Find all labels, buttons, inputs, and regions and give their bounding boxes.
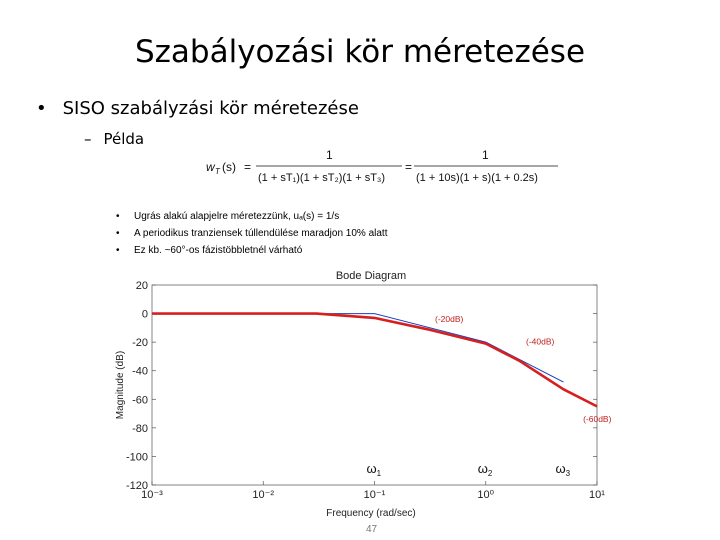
slope-annotation: (-40dB)	[525, 336, 555, 347]
note-item: • Ez kb. ~60°-os fázistöbbletnél várható	[116, 242, 388, 259]
x-tick-label: 10⁻³	[141, 489, 163, 501]
y-tick-label: -60	[132, 394, 148, 407]
omega-label: $\omega_1$	[366, 461, 382, 478]
plot-frame	[152, 285, 597, 485]
chart-title: Bode Diagram	[335, 270, 407, 282]
formula-numerator-2: 1	[482, 148, 489, 162]
formula-denominator-2: (1 + 10s)(1 + s)(1 + 0.2s)	[416, 172, 538, 184]
formula-equals: =	[244, 160, 252, 174]
x-tick-label: 10¹	[589, 489, 605, 501]
bullet-example-text: Példa	[103, 130, 145, 148]
slope-annotation: (-20dB)	[435, 313, 464, 324]
y-tick-label: 20	[135, 280, 148, 292]
formula-numerator-1: 1	[326, 148, 333, 162]
y-tick-label: -120	[125, 480, 148, 492]
y-tick-label: -40	[132, 365, 148, 378]
y-axis-label: Magnitude (dB)	[115, 350, 126, 420]
bullet-dot: •	[36, 98, 47, 119]
page-number: 47	[366, 524, 378, 535]
omega-label: $\omega_2$	[477, 461, 493, 478]
slope-annotation: (-60dB)	[583, 413, 612, 424]
omega-label: $\omega_3$	[555, 461, 571, 478]
y-tick-label: -100	[125, 451, 148, 464]
x-tick-label: 10⁻¹	[363, 489, 386, 501]
formula-lhs-sub: T	[215, 167, 220, 176]
formula-denominator-1: (1 + sT₁)(1 + sT₂)(1 + sT₃)	[258, 172, 386, 184]
bullet-siso-text: SISO szabályzási kör méretezése	[62, 98, 359, 119]
bullet-dash: –	[84, 130, 92, 148]
formula-lhs-arg: (s)	[222, 160, 236, 174]
note-item: • A periodikus tranziensek túllendülése maradjon 10% alatt	[116, 225, 388, 242]
x-tick-label: 10⁻²	[252, 489, 275, 501]
y-tick-label: 0	[141, 308, 148, 321]
x-axis-label: Frequency (rad/sec)	[326, 508, 416, 519]
note-item: • Ugrás alakú alapjelre méretezzünk, uₐ(s) = 1/s	[116, 208, 388, 225]
formula-equals-2: =	[405, 160, 413, 174]
formula-lhs: w	[206, 160, 215, 174]
x-tick-label: 10⁰	[477, 489, 495, 501]
y-tick-label: -20	[132, 337, 148, 350]
y-tick-label: -80	[132, 422, 148, 435]
slide-title: Szabályozási kör méretezése	[134, 34, 586, 70]
